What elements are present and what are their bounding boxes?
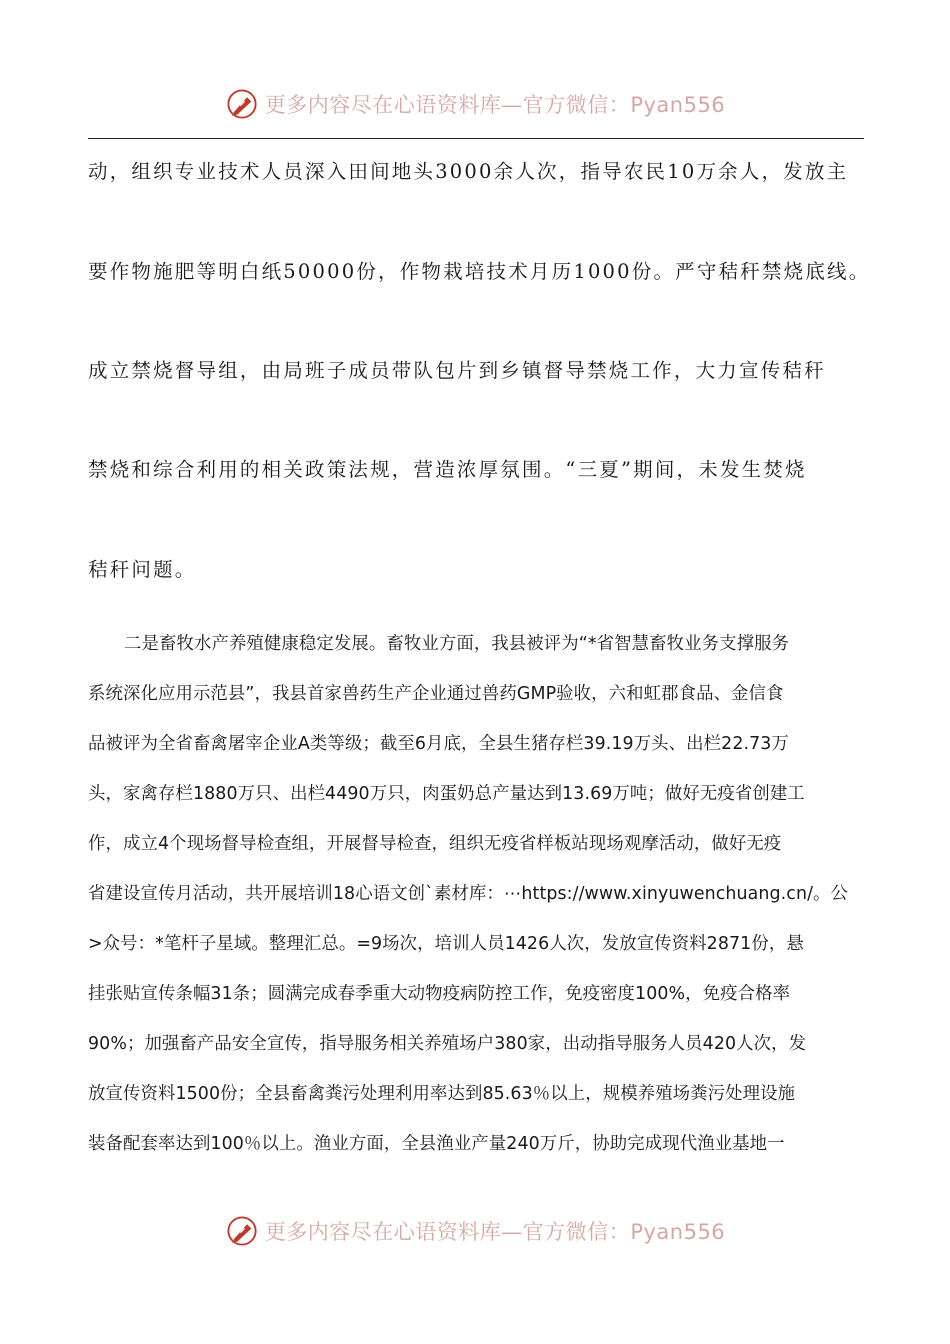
text-line: 系统深化应用示范县”，我县首家兽药生产企业通过兽药GMP验收，六和虹郡食品、金信食 bbox=[88, 684, 784, 704]
text-line: 省建设宣传月活动，共开展培训18心语文创`素材库：⋯https://www.xinyuwenchuang.cn/。公 bbox=[88, 884, 849, 904]
text-line: 挂张贴宣传条幅31条；圆满完成春季重大动物疫病防控工作，免疫密度100%，免疫合格率 bbox=[88, 984, 791, 1004]
text-line: >众号：*笔杆子星域。整理汇总。=9场次，培训人员1426人次，发放宣传资料2871份，悬 bbox=[88, 934, 804, 954]
header-divider bbox=[88, 138, 864, 139]
text-line: 90%；加强畜产品安全宣传，指导服务相关养殖场户380家，出动指导服务人员420人次，发 bbox=[88, 1034, 807, 1054]
text-line: 放宣传资料1500份；全县畜禽粪污处理利用率达到85.63％以上，规模养殖场粪污处理设施 bbox=[88, 1084, 796, 1104]
text-line: 作，成立4个现场督导检查组，开展督导检查，组织无疫省样板站现场观摩活动，做好无疫 bbox=[88, 834, 782, 854]
watermark-text: 更多内容尽在心语资料库—官方微信：Pyan556 bbox=[264, 1220, 726, 1244]
body-paragraph bbox=[88, 629, 878, 1179]
text-line: 装备配套率达到100％以上。渔业方面，全县渔业产量240万斤，协助完成现代渔业基地一 bbox=[88, 1134, 785, 1154]
paragraph-first-line: 二是畜牧水产养殖健康稳定发展。畜牧业方面，我县被评为“*省智慧畜牧业务支撑服务 bbox=[124, 634, 790, 654]
watermark-text: 更多内容尽在心语资料库—官方微信：Pyan556 bbox=[264, 93, 726, 117]
text-line: 品被评为全省畜禽屠宰企业A类等级；截至6月底，全县生猪存栏39.19万头、出栏22.73万 bbox=[88, 734, 789, 754]
text-line: 成立禁烧督导组，由局班子成员带队包片到乡镇督导禁烧工作，大力宣传秸秆 bbox=[88, 359, 826, 382]
text-line: 禁烧和综合利用的相关政策法规，营造浓厚氛围。“三夏”期间，未发生焚烧 bbox=[88, 458, 807, 481]
header-watermark bbox=[0, 84, 950, 124]
text-line: 头，家禽存栏1880万只、出栏4490万只，肉蛋奶总产量达到13.69万吨；做好无疫省创建工 bbox=[88, 784, 805, 804]
text-line: 要作物施肥等明白纸50000份，作物栽培技术月历1000份。严守秸秆禁烧底线。 bbox=[88, 260, 871, 283]
text-line: 秸秆问题。 bbox=[88, 558, 197, 581]
pen-nib-icon bbox=[225, 87, 259, 121]
pen-nib-icon bbox=[225, 1214, 259, 1248]
text-line: 动，组织专业技术人员深入田间地头3000余人次，指导农民10万余人，发放主 bbox=[88, 160, 849, 183]
footer-watermark bbox=[0, 1211, 950, 1251]
